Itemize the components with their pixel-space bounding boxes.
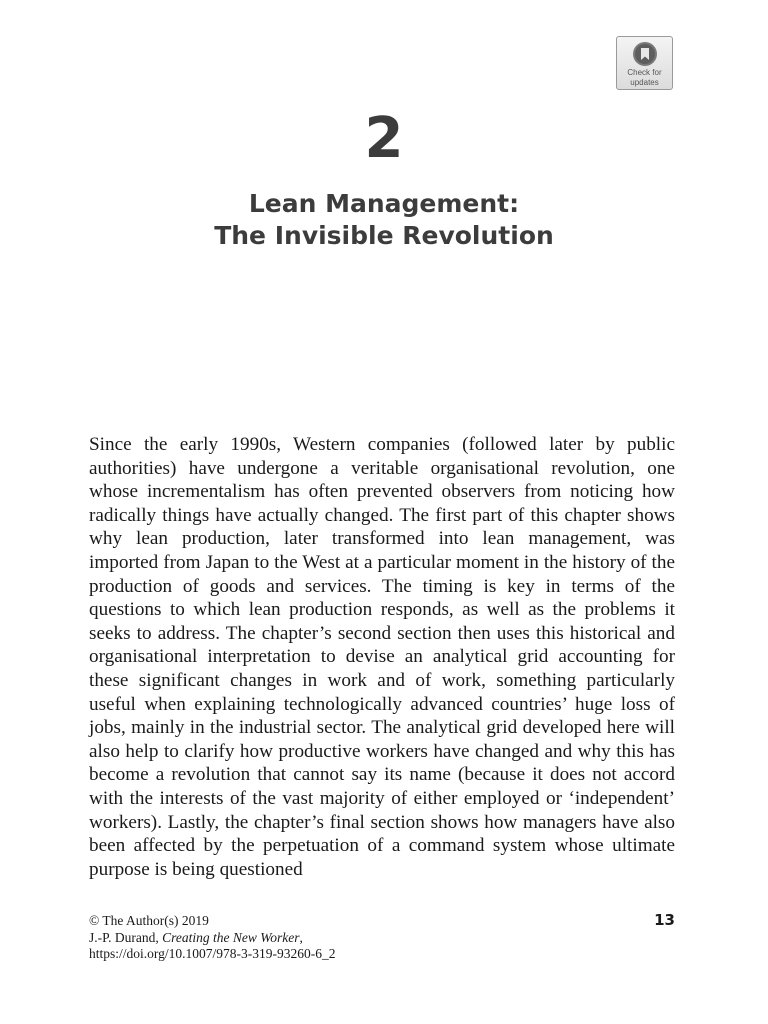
copyright-notice: © The Author(s) 2019 (89, 913, 209, 928)
author-name: J.-P. Durand, (89, 929, 163, 945)
citation-line (89, 930, 336, 947)
check-for-updates-badge[interactable] (616, 36, 673, 90)
chapter-number: 2 (364, 106, 404, 171)
badge-label-line2: updates (630, 78, 659, 87)
bookmark-ribbon-icon (632, 41, 658, 67)
body-paragraph: Since the early 1990s, Western companies (followed later by public authorities) have undergone a veritable organisational revolution, one whose incrementalism has often prevented observers from noticing how radically things have actually changed. The first part of this chapter shows why lean production, later transformed into lean management, was imported from Japan to the West at a particular moment in the history of the production of goods and services. The timing is key in terms of the questions to which lean production responds, as well as the problems it seeks to address. The chapter’s second section then uses this historical and organisational interpretation to devise an analytical grid accounting for these significant changes in work and of work, something particularly useful when explaining technologically advanced countries’ huge loss of jobs, mainly in the industrial sector. The analytical grid developed here will also help to clarify how productive workers have changed and why this has become a revolution that cannot say its name (because it does not accord with the interests of the vast majority of either employed or ‘independent’ workers). Lastly, the chapter’s final section shows how managers have also been affected by the perpetuation of a command system whose ultimate purpose is being questioned (89, 434, 675, 880)
chapter-title (0, 188, 768, 252)
chapter-title-line1: Lean Management: (248, 189, 520, 218)
chapter-title-line2: The Invisible Revolution (214, 221, 554, 250)
page-number: 13 (654, 911, 675, 929)
citation-comma: , (299, 929, 303, 945)
doi-link[interactable]: https://doi.org/10.1007/978-3-319-93260-6_2 (89, 946, 336, 961)
badge-label-line1: Check for (627, 68, 662, 77)
publication-info (89, 913, 336, 963)
book-title: Creating the New Worker (162, 929, 300, 945)
